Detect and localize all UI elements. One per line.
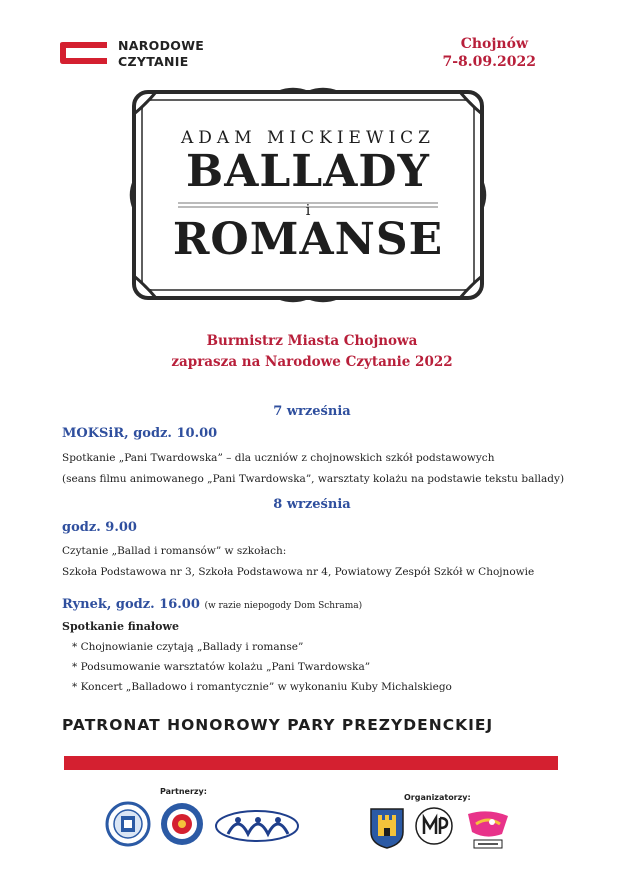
- list-item: * Chojnowianie czytają „Ballady i romanse”: [72, 641, 304, 653]
- moksir-logo-icon: [414, 806, 454, 846]
- title-line1: BALLADY: [186, 146, 430, 197]
- day1-place: MOKSiR, godz. 10.00: [62, 426, 218, 441]
- day2-text1: Czytanie „Ballad i romansów” w szkołach:: [62, 545, 287, 557]
- patronage-heading: PATRONAT HONOROWY PARY PREZYDENCKIEJ: [62, 716, 494, 734]
- red-divider-bar: [64, 756, 558, 770]
- day2-text2: Szkoła Podstawowa nr 3, Szkoła Podstawowa nr 4, Powiatowy Zespół Szkół w Chojnowie: [62, 566, 535, 578]
- day2-time: godz. 9.00: [62, 520, 137, 535]
- organizers-label: Organizatorzy:: [404, 793, 471, 802]
- author-name: ADAM MICKIEWICZ: [181, 128, 435, 148]
- invitation-line1: Burmistrz Miasta Chojnowa: [206, 333, 418, 349]
- day1-date: 7 września: [273, 404, 351, 419]
- list-item: * Podsumowanie warsztatów kolażu „Pani Twardowska”: [72, 661, 371, 673]
- organizer-mascot-logo-icon: [462, 806, 514, 854]
- logo-text-line1: NARODOWE: [118, 38, 205, 53]
- day2-place2-note: (w razie niepogody Dom Schrama): [204, 601, 363, 611]
- final-meeting-heading: Spotkanie finałowe: [62, 620, 179, 633]
- day1-text1: Spotkanie „Pani Twardowska” – dla uczniów z chojnowskich szkół podstawowych: [62, 452, 495, 464]
- title-conjunction: i: [305, 201, 311, 219]
- partner-emblem-logo-icon: [158, 800, 206, 848]
- chojnow-coat-of-arms-icon: [368, 806, 406, 850]
- day2-date: 8 września: [273, 497, 351, 512]
- event-dates: 7-8.09.2022: [442, 54, 536, 70]
- partner-ngo-logo-icon: [214, 808, 300, 844]
- partners-label: Partnerzy:: [160, 787, 207, 796]
- list-item: * Koncert „Balladowo i romantycznie” w wykonaniu Kuby Michalskiego: [72, 681, 452, 693]
- partner-school-logo-icon: [104, 800, 152, 848]
- invitation-line2: zaprasza na Narodowe Czytanie 2022: [171, 354, 453, 370]
- day2-place2-label: Rynek, godz. 16.00: [62, 597, 200, 612]
- logo-text-line2: CZYTANIE: [118, 54, 189, 69]
- day1-text2: (seans filmu animowanego „Pani Twardowska”, warsztaty kolażu na podstawie tekstu ballady): [62, 473, 565, 485]
- narodowe-czytanie-logo-icon: [58, 40, 110, 66]
- city-name: Chojnów: [460, 36, 528, 52]
- day2-place2: [62, 597, 362, 612]
- title-line2: ROMANSE: [172, 214, 444, 265]
